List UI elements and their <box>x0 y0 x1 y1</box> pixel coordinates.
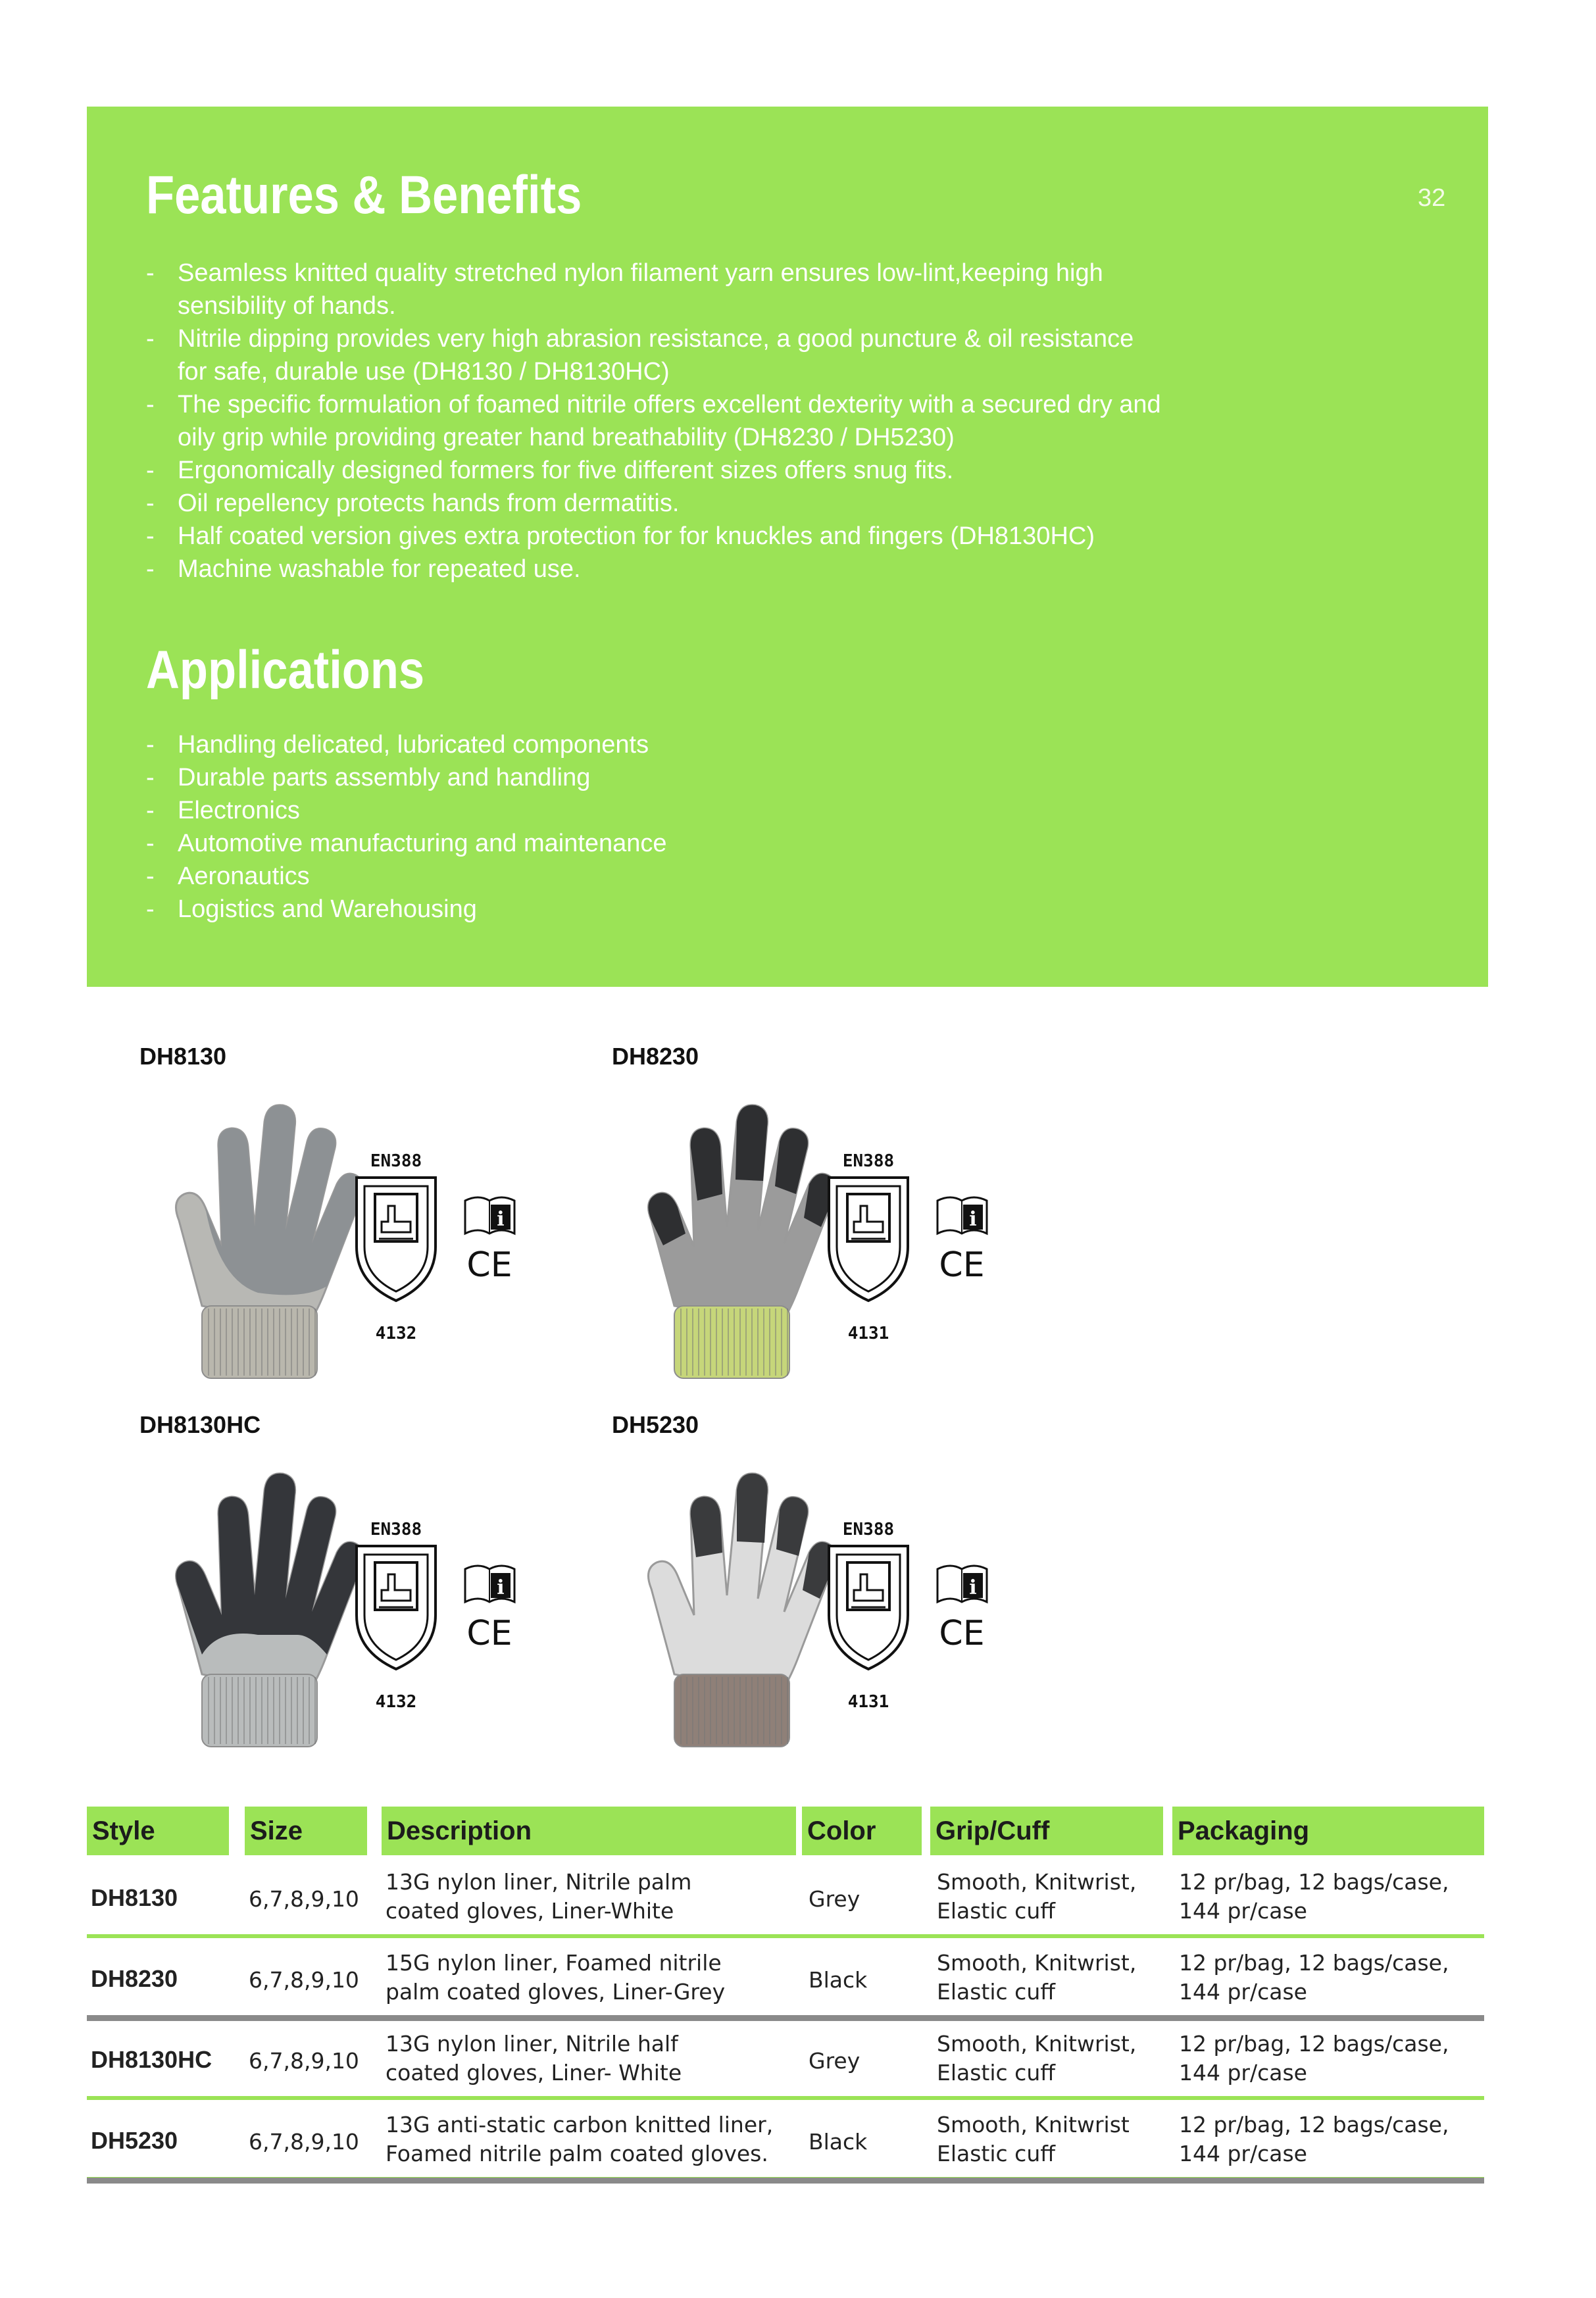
header-grip-cuff: Grip/Cuff <box>930 1807 1163 1855</box>
feature-text-cont: for safe, durable use (DH8130 / DH8130HC) <box>178 358 670 386</box>
en388-label: EN388 <box>842 1151 895 1171</box>
table-header <box>87 1807 1484 1859</box>
table-row <box>87 1859 1484 1937</box>
product-code: DH8230 <box>612 1043 699 1070</box>
en388-rating: 4132 <box>375 1692 417 1712</box>
cell-style: DH8230 <box>91 1965 178 1992</box>
svg-text:i: i <box>969 1576 977 1599</box>
cell-color: Black <box>809 2129 868 2155</box>
product-code: DH5230 <box>612 1411 699 1438</box>
features-list <box>146 257 1435 586</box>
page-number: 32 <box>1418 184 1446 212</box>
header-packaging: Packaging <box>1172 1807 1484 1855</box>
cell-description-cont: Foamed nitrile palm coated gloves. <box>386 2141 768 2166</box>
header-size: Size <box>245 1807 367 1855</box>
row-divider <box>87 2015 1484 2021</box>
application-item: - Automotive manufacturing and maintenance <box>146 827 1435 860</box>
product-card <box>139 1043 561 1398</box>
en388-rating: 4131 <box>847 1692 889 1712</box>
row-divider <box>87 1934 1484 1938</box>
row-divider <box>87 2096 1484 2100</box>
info-book-icon <box>937 1566 987 1602</box>
feature-text: Oil repellency protects hands from dermatitis. <box>178 489 680 517</box>
cell-grip-cuff-cont: Elastic cuff <box>937 1979 1055 2005</box>
feature-text: Seamless knitted quality stretched nylon filament yarn ensures low-lint,keeping high <box>178 259 1103 287</box>
en388-shield-icon <box>829 1178 908 1301</box>
table-bottom-rule <box>87 2178 1484 2184</box>
certification-marks <box>350 1516 547 1734</box>
en388-rating: 4131 <box>847 1324 889 1343</box>
certification-marks <box>822 1516 1020 1734</box>
info-book-icon <box>937 1197 987 1234</box>
cell-description-cont: palm coated gloves, Liner-Grey <box>386 1979 726 2005</box>
cell-packaging: 12 pr/bag, 12 bags/case, <box>1179 1869 1449 1895</box>
feature-item <box>146 553 1435 586</box>
svg-text:i: i <box>497 1208 505 1231</box>
features-panel <box>87 107 1488 987</box>
info-book-icon <box>465 1197 514 1234</box>
cell-grip-cuff-cont: Elastic cuff <box>937 1898 1055 1924</box>
product-card <box>612 1411 1033 1766</box>
cell-grip-cuff-cont: Elastic cuff <box>937 2141 1055 2166</box>
cell-grip-cuff: Smooth, Knitwrist, <box>937 1869 1137 1895</box>
spec-table <box>87 1807 1484 2166</box>
en388-shield-icon <box>829 1546 908 1669</box>
cell-grip-cuff-cont: Elastic cuff <box>937 2060 1055 2086</box>
ce-mark-icon: CE <box>466 1614 512 1653</box>
application-item: - Handling delicated, lubricated components <box>146 728 1435 761</box>
cell-packaging: 12 pr/bag, 12 bags/case, <box>1179 2112 1449 2137</box>
cell-description-cont: coated gloves, Liner- White <box>386 2060 682 2086</box>
applications-heading: Applications <box>146 640 425 700</box>
cell-packaging-cont: 144 pr/case <box>1179 1979 1307 2005</box>
en388-label: EN388 <box>370 1151 422 1171</box>
cell-description: 15G nylon liner, Foamed nitrile <box>386 1950 722 1976</box>
certification-marks <box>350 1148 547 1365</box>
cell-grip-cuff: Smooth, Knitwrist <box>937 2112 1130 2137</box>
svg-text:i: i <box>497 1576 505 1599</box>
product-card <box>139 1411 561 1766</box>
product-card <box>612 1043 1033 1398</box>
table-row <box>87 2102 1484 2180</box>
cell-size: 6,7,8,9,10 <box>249 1886 359 1912</box>
feature-item <box>146 454 1435 487</box>
ce-mark-icon: CE <box>466 1245 512 1285</box>
cell-description-cont: coated gloves, Liner-White <box>386 1898 674 1924</box>
cell-style: DH8130HC <box>91 2046 212 2073</box>
features-heading: Features & Benefits <box>146 165 582 225</box>
cell-packaging-cont: 144 pr/case <box>1179 2060 1307 2086</box>
cell-color: Grey <box>809 2048 860 2074</box>
en388-shield-icon <box>357 1546 436 1669</box>
cell-packaging: 12 pr/bag, 12 bags/case, <box>1179 2031 1449 2057</box>
ce-mark-icon: CE <box>939 1245 985 1285</box>
feature-item <box>146 388 1435 454</box>
cell-description: 13G anti-static carbon knitted liner, <box>386 2112 774 2137</box>
application-item: - Durable parts assembly and handling <box>146 761 1435 794</box>
feature-text: The specific formulation of foamed nitrile offers excellent dexterity with a secured dry and <box>178 391 1161 418</box>
table-row <box>87 2021 1484 2099</box>
product-code: DH8130 <box>139 1043 227 1070</box>
cell-size: 6,7,8,9,10 <box>249 2129 359 2155</box>
feature-text: Machine washable for repeated use. <box>178 555 581 583</box>
svg-text:i: i <box>969 1208 977 1231</box>
en388-rating: 4132 <box>375 1324 417 1343</box>
ce-mark-icon: CE <box>939 1614 985 1653</box>
certification-marks <box>822 1148 1020 1365</box>
application-item: - Logistics and Warehousing <box>146 893 1435 926</box>
application-item: - Electronics <box>146 794 1435 827</box>
en388-label: EN388 <box>370 1520 422 1539</box>
feature-item <box>146 257 1435 322</box>
header-description: Description <box>382 1807 796 1855</box>
cell-packaging: 12 pr/bag, 12 bags/case, <box>1179 1950 1449 1976</box>
cell-packaging-cont: 144 pr/case <box>1179 2141 1307 2166</box>
en388-shield-icon <box>357 1178 436 1301</box>
cell-size: 6,7,8,9,10 <box>249 1967 359 1993</box>
feature-item <box>146 322 1435 388</box>
en388-label: EN388 <box>842 1520 895 1539</box>
feature-text: Half coated version gives extra protection for for knuckles and fingers (DH8130HC) <box>178 522 1095 550</box>
application-item: - Aeronautics <box>146 860 1435 893</box>
product-code: DH8130HC <box>139 1411 261 1438</box>
cell-grip-cuff: Smooth, Knitwrist, <box>937 2031 1137 2057</box>
feature-item <box>146 487 1435 520</box>
cell-color: Grey <box>809 1886 860 1912</box>
cell-color: Black <box>809 1967 868 1993</box>
cell-style: DH8130 <box>91 1884 178 1911</box>
feature-text-cont: sensibility of hands. <box>178 292 396 320</box>
cell-description: 13G nylon liner, Nitrile half <box>386 2031 678 2057</box>
applications-list <box>146 728 1435 926</box>
feature-item <box>146 520 1435 553</box>
table-row <box>87 1940 1484 2018</box>
feature-text-cont: oily grip while providing greater hand breathability (DH8230 / DH5230) <box>178 424 955 451</box>
cell-packaging-cont: 144 pr/case <box>1179 1898 1307 1924</box>
info-book-icon <box>465 1566 514 1602</box>
header-color: Color <box>802 1807 922 1855</box>
cell-style: DH5230 <box>91 2127 178 2154</box>
feature-text: Ergonomically designed formers for five different sizes offers snug fits. <box>178 457 954 484</box>
header-style: Style <box>87 1807 229 1855</box>
cell-description: 13G nylon liner, Nitrile palm <box>386 1869 692 1895</box>
cell-grip-cuff: Smooth, Knitwrist, <box>937 1950 1137 1976</box>
feature-text: Nitrile dipping provides very high abrasion resistance, a good puncture & oil resistance <box>178 325 1134 353</box>
cell-size: 6,7,8,9,10 <box>249 2048 359 2074</box>
